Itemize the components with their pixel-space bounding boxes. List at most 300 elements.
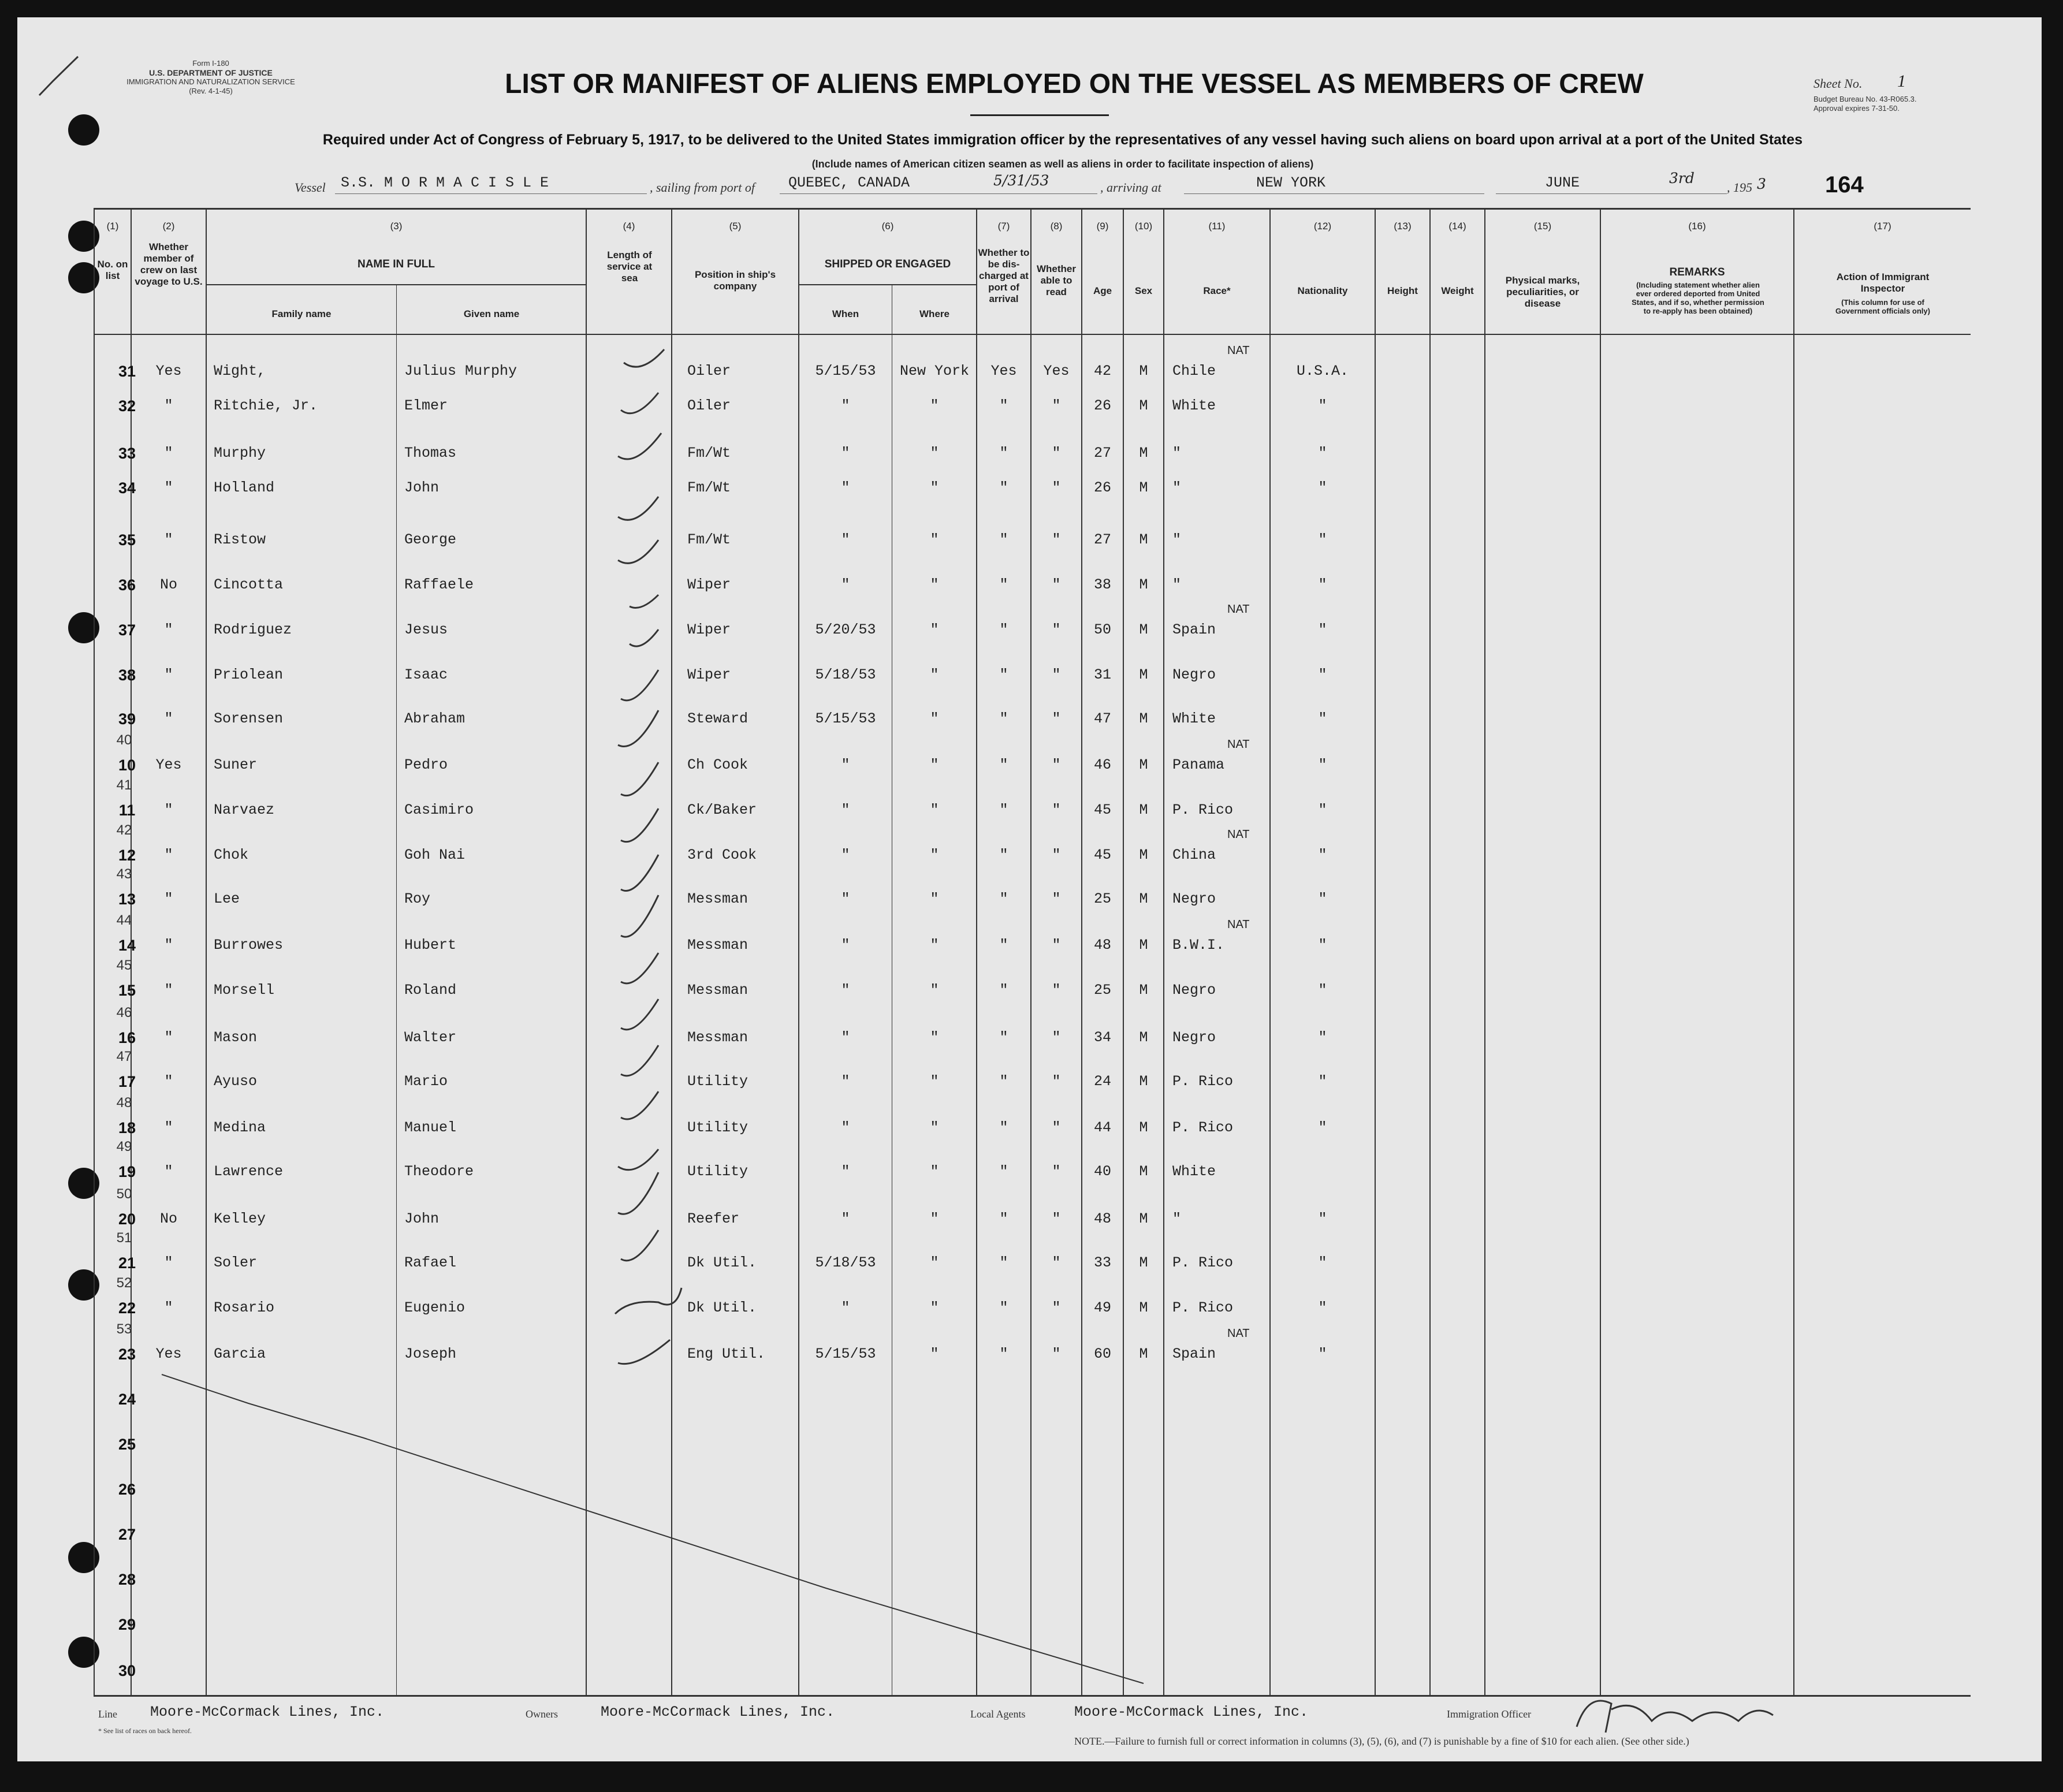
row-number: 21 [118,1254,136,1272]
when-cell: " [841,891,850,907]
sailing-port: QUEBEC, CANADA [788,174,910,191]
nationality-cell: " [1318,445,1327,461]
when-cell: 5/20/53 [815,621,876,638]
when-cell: " [841,757,850,773]
read-cell: Yes [1043,363,1070,379]
where-cell: " [930,710,939,727]
row-number: 20 [118,1210,136,1228]
officer-label: Immigration Officer [1447,1708,1532,1720]
given-name-cell: Elmer [404,397,448,414]
where-cell: " [930,621,939,638]
line-value: Moore-McCormack Lines, Inc. [150,1704,385,1720]
family-name-cell: Soler [214,1254,258,1271]
family-name-cell: Burrowes [214,937,284,953]
where-cell: " [930,1163,939,1180]
crew-cell: " [164,1119,173,1136]
given-name-cell: George [404,531,457,548]
check-mark [621,855,658,891]
check-mark [621,953,658,983]
where-cell: " [930,576,939,593]
check-mark [621,895,658,937]
position-cell: Oiler [687,397,731,414]
subtitle: Required under Act of Congress of February 5, 1917, to be delivered to the United States immigration officer by the representatives of any vessel having such aliens on board upon arrival at a port of the United States [322,132,1803,148]
sex-cell: M [1139,1073,1148,1090]
sex-cell: M [1139,666,1148,683]
discharged-cell: " [999,710,1008,727]
col14-num: (14) [1448,221,1466,232]
given-name-cell: John [404,1210,440,1227]
row-number: 12 [118,847,136,864]
position-cell: Wiper [687,621,731,638]
when-cell: " [841,397,850,414]
age-cell: 40 [1093,1163,1111,1180]
race-cell: " [1172,1210,1182,1227]
discharged-cell: " [999,757,1008,773]
race-cell: Spain [1172,1346,1216,1362]
handwritten-row-number: 46 [116,1005,132,1020]
row-number: 19 [118,1163,136,1180]
read-cell: " [1052,982,1061,999]
col17-num: (17) [1874,221,1891,232]
family-name-cell: Lawrence [214,1163,284,1180]
given-name-cell: Casimiro [404,802,474,818]
where-cell: New York [899,363,970,379]
form-number: Form I-180 [192,59,229,68]
sex-cell: M [1139,479,1148,496]
manifest-page [17,17,2042,1761]
where-cell: " [930,1346,939,1362]
crew-cell: " [164,891,173,907]
col11-num: (11) [1208,221,1226,232]
age-cell: 49 [1093,1299,1111,1316]
crew-cell: Yes [155,363,182,379]
when-cell: " [841,847,850,863]
discharged-cell: " [999,1073,1008,1090]
check-mark [621,809,658,842]
sheet-number: 1 [1897,72,1906,91]
nationality-cell: " [1318,1119,1327,1136]
read-cell: " [1052,1119,1061,1136]
crew-cell: " [164,710,173,727]
owners-label: Owners [526,1708,558,1720]
given-name-cell: Eugenio [404,1299,466,1316]
position-cell: Fm/Wt [687,531,731,548]
arrival-month: JUNE [1545,174,1580,191]
races-note: * See list of races on back hereof. [98,1727,192,1735]
sex-cell: M [1139,1346,1148,1362]
age-cell: 60 [1093,1346,1111,1362]
position-cell: Dk Util. [687,1254,757,1271]
given-name-cell: Jesus [404,621,448,638]
where-cell: " [930,1254,939,1271]
col3-label: NAME IN FULL [357,258,435,270]
sailing-label: , sailing from port of [650,180,755,195]
discharged-cell: " [999,479,1008,496]
col6-label: SHIPPED OR ENGAGED [824,258,951,270]
discharged-cell: " [999,1210,1008,1227]
corner-check-mark [39,57,78,95]
sex-cell: M [1139,621,1148,638]
nationality-cell: U.S.A. [1296,363,1349,379]
nationality-cell: " [1318,666,1327,683]
race-cell: Negro [1172,891,1216,907]
col17-label: Action of Immigrant Inspector [1836,271,1930,294]
row-number: 10 [118,757,136,774]
family-name-cell: Mason [214,1029,258,1046]
read-cell: " [1052,757,1061,773]
row-number: 32 [118,397,136,415]
read-cell: " [1052,621,1061,638]
year-prefix: , 195 [1727,180,1752,195]
col17-note: (This column for use of Government officials only) [1835,298,1930,315]
nationality-cell: " [1318,621,1327,638]
handwritten-row-number: 44 [116,912,132,928]
race-cell: " [1172,576,1182,593]
position-cell: Utility [687,1119,749,1136]
read-cell: " [1052,1299,1061,1316]
nationality-cell: " [1318,891,1327,907]
read-cell: " [1052,937,1061,953]
officer-signature [1577,1701,1773,1733]
check-mark [618,497,658,520]
age-cell: 42 [1093,363,1111,379]
age-cell: 45 [1093,847,1111,863]
row-number: 22 [118,1299,136,1317]
age-cell: 48 [1093,937,1111,953]
position-cell: Eng Util. [687,1346,766,1362]
nationality-cell: " [1318,982,1327,999]
col12-label: Nationality [1297,285,1348,296]
sex-cell: M [1139,937,1148,953]
check-mark [618,433,661,459]
race-cell: P. Rico [1172,802,1234,818]
strike-line [162,1374,1144,1683]
col1-num: (1) [106,221,119,232]
discharged-cell: " [999,397,1008,414]
position-cell: Ch Cook [687,757,749,773]
nationality-cell: " [1318,531,1327,548]
row-number: 36 [118,576,136,594]
age-cell: 26 [1093,397,1111,414]
row-number: 18 [118,1119,136,1137]
page-title: LIST OR MANIFEST OF ALIENS EMPLOYED ON THE VESSEL AS MEMBERS OF CREW [505,69,1644,99]
race-cell: " [1172,531,1182,548]
family-name-cell: Wight, [214,363,266,379]
arrival-day: 3rd [1669,170,1695,187]
handwritten-row-number: 47 [116,1049,132,1064]
position-cell: Wiper [687,666,731,683]
read-cell: " [1052,847,1061,863]
handwritten-row-number: 45 [116,958,132,973]
family-name-cell: Murphy [214,445,266,461]
read-cell: " [1052,710,1061,727]
family-name-cell: Ayuso [214,1073,258,1090]
row-number: 35 [118,531,136,549]
col5-num: (5) [729,221,742,232]
race-cell: White [1172,1163,1216,1180]
sex-cell: M [1139,1163,1148,1180]
read-cell: " [1052,1163,1061,1180]
nationality-cell: " [1318,576,1327,593]
age-cell: 24 [1093,1073,1111,1090]
read-cell: " [1052,397,1061,414]
approval-expiry: Approval expires 7-31-50. [1813,104,1900,113]
nationality-cell: " [1318,757,1327,773]
check-mark [630,629,658,646]
crew-cell: " [164,666,173,683]
family-name-cell: Ristow [214,531,266,548]
owners-value: Moore-McCormack Lines, Inc. [601,1704,835,1720]
family-name-cell: Cincotta [214,576,284,593]
where-cell: " [930,445,939,461]
age-cell: 44 [1093,1119,1111,1136]
where-cell: " [930,479,939,496]
age-cell: 27 [1093,531,1111,548]
crew-cell: " [164,982,173,999]
nationality-cell: " [1318,847,1327,863]
race-cell: B.W.I. [1172,937,1225,953]
col7-label: Whether to be dis-charged at port of arrival [978,247,1030,304]
discharged-cell: " [999,1119,1008,1136]
race-cell: China [1172,847,1216,863]
given-name-cell: John [404,479,440,496]
when-cell: " [841,576,850,593]
handwritten-row-number: 42 [116,822,132,838]
when-cell: " [841,479,850,496]
sex-cell: M [1139,1299,1148,1316]
age-cell: 25 [1093,982,1111,999]
read-cell: " [1052,802,1061,818]
nationality-cell: " [1318,397,1327,414]
nationality-cell: " [1318,1254,1327,1271]
race-cell: P. Rico [1172,1073,1234,1090]
position-cell: Messman [687,891,749,907]
race-note: NAT [1227,828,1250,841]
service: IMMIGRATION AND NATURALIZATION SERVICE [126,77,295,86]
position-cell: 3rd Cook [687,847,757,863]
position-cell: Wiper [687,576,731,593]
when-cell: 5/18/53 [815,666,876,683]
check-mark [618,1340,670,1364]
col16-label: REMARKS [1669,266,1725,278]
budget-number: Budget Bureau No. 43-R065.3. [1813,95,1917,103]
where-cell: " [930,1029,939,1046]
line-label: Line [98,1708,117,1720]
sex-cell: M [1139,1254,1148,1271]
age-cell: 46 [1093,757,1111,773]
col15-label: Physical marks, peculiarities, or disease [1505,275,1580,309]
age-cell: 27 [1093,445,1111,461]
age-cell: 33 [1093,1254,1111,1271]
discharged-cell: " [999,891,1008,907]
col5-label: Position in ship's company [694,269,776,292]
crew-cell: No [159,576,177,593]
read-cell: " [1052,576,1061,593]
col10-num: (10) [1134,221,1153,232]
race-note: NAT [1227,1327,1250,1340]
given-name-cell: Goh Nai [404,847,466,863]
family-name-cell: Sorensen [214,710,284,727]
sex-cell: M [1139,847,1148,863]
given-name-cell: Thomas [404,445,457,461]
family-name-cell: Suner [214,757,258,773]
check-mark [621,762,658,796]
where-cell: " [930,802,939,818]
col6-num: (6) [881,221,894,232]
col15-num: (15) [1533,221,1552,232]
when-cell: 5/15/53 [815,1346,876,1362]
discharged-cell: " [999,666,1008,683]
where-cell: " [930,1073,939,1090]
arrival-port: NEW YORK [1256,174,1326,191]
sex-cell: M [1139,1119,1148,1136]
empty-row-number: 28 [118,1571,136,1588]
col1-label: No. on list [97,259,128,281]
check-mark [624,349,664,367]
arriving-label: , arriving at [1100,180,1161,195]
crew-cell: " [164,1029,173,1046]
discharged-cell: " [999,1346,1008,1362]
read-cell: " [1052,891,1061,907]
check-mark [621,1045,658,1076]
col10-label: Sex [1134,285,1153,296]
empty-row-number: 25 [118,1436,136,1453]
race-cell: P. Rico [1172,1119,1234,1136]
nationality-cell: " [1318,479,1327,496]
handwritten-row-number: 53 [116,1321,132,1337]
when-cell: 5/18/53 [815,1254,876,1271]
handwritten-row-number: 43 [116,866,132,882]
family-name-cell: Rosario [214,1299,275,1316]
given-name-cell: Hubert [404,937,457,953]
col12-num: (12) [1313,221,1332,232]
crew-cell: " [164,1254,173,1271]
col6-where: Where [919,308,949,319]
subnote: (Include names of American citizen seamen as well as aliens in order to facilitate inspection of aliens) [811,158,1314,170]
agents-label: Local Agents [970,1708,1026,1720]
given-name-cell: Manuel [404,1119,457,1136]
when-cell: " [841,937,850,953]
when-cell: " [841,1163,850,1180]
col7-num: (7) [997,221,1010,232]
position-cell: Ck/Baker [687,802,757,818]
check-mark [615,1288,682,1314]
age-cell: 47 [1093,710,1111,727]
given-name-cell: Theodore [404,1163,474,1180]
handwritten-row-number: 50 [116,1186,132,1202]
given-name-cell: Isaac [404,666,448,683]
given-name-cell: Julius Murphy [404,363,517,379]
crew-cell: " [164,445,173,461]
discharged-cell: " [999,531,1008,548]
crew-cell: " [164,531,173,548]
given-name-cell: Mario [404,1073,448,1090]
sex-cell: M [1139,1210,1148,1227]
crew-cell: " [164,397,173,414]
family-name-cell: Ritchie, Jr. [214,397,318,414]
discharged-cell: " [999,1163,1008,1180]
discharged-cell: " [999,1029,1008,1046]
handwritten-row-number: 41 [116,777,132,793]
discharged-cell: " [999,621,1008,638]
sex-cell: M [1139,710,1148,727]
col14-label: Weight [1441,285,1474,296]
race-cell: Negro [1172,1029,1216,1046]
where-cell: " [930,847,939,863]
nationality-cell: " [1318,710,1327,727]
check-mark [630,595,658,608]
age-cell: 38 [1093,576,1111,593]
position-cell: Oiler [687,363,731,379]
position-cell: Reefer [687,1210,740,1227]
given-name-cell: Rafael [404,1254,457,1271]
read-cell: " [1052,1346,1061,1362]
race-cell: " [1172,479,1182,496]
vessel-label: Vessel [295,180,326,195]
race-cell: P. Rico [1172,1299,1234,1316]
age-cell: 31 [1093,666,1111,683]
col3-given: Given name [463,308,520,319]
check-mark [621,393,658,413]
sex-cell: M [1139,445,1148,461]
given-name-cell: Raffaele [404,576,474,593]
race-cell: Spain [1172,621,1216,638]
sex-cell: M [1139,757,1148,773]
empty-row-number: 26 [118,1481,136,1498]
discharged-cell: " [999,1254,1008,1271]
discharged-cell: " [999,802,1008,818]
handwritten-row-number: 52 [116,1275,132,1291]
row-number: 13 [118,891,136,908]
age-cell: 34 [1093,1029,1111,1046]
family-name-cell: Medina [214,1119,266,1136]
when-cell: " [841,1299,850,1316]
footer-note: NOTE.—Failure to furnish full or correct information in columns (3), (5), (6), and (7) is punishable by a fine of $10 for each alien. (See other side.) [1074,1735,1689,1747]
race-cell: Chile [1172,363,1216,379]
crew-cell: " [164,937,173,953]
empty-row-number: 29 [118,1616,136,1633]
discharged-cell: " [999,937,1008,953]
row-number: 31 [118,363,136,380]
nationality-cell: " [1318,1073,1327,1090]
nationality-cell: " [1318,802,1327,818]
when-cell: " [841,531,850,548]
when-cell: " [841,982,850,999]
year-suffix: 3 [1757,176,1766,192]
read-cell: " [1052,1073,1061,1090]
where-cell: " [930,937,939,953]
col11-label: Race* [1203,285,1231,296]
col6-when: When [832,308,859,319]
given-name-cell: Pedro [404,757,448,773]
row-number: 38 [118,666,136,684]
crew-cell: Yes [155,757,182,773]
handwritten-row-number: 51 [116,1230,132,1246]
position-cell: Messman [687,1029,749,1046]
check-mark [618,1172,658,1214]
col8-num: (8) [1050,221,1063,232]
position-cell: Steward [687,710,749,727]
sex-cell: M [1139,802,1148,818]
given-name-cell: Roland [404,982,457,999]
sex-cell: M [1139,982,1148,999]
position-cell: Utility [687,1073,749,1090]
where-cell: " [930,982,939,999]
nationality-cell: " [1318,1346,1327,1362]
crew-cell: " [164,847,173,863]
col3-family: Family name [271,308,332,319]
discharged-cell: Yes [990,363,1017,379]
